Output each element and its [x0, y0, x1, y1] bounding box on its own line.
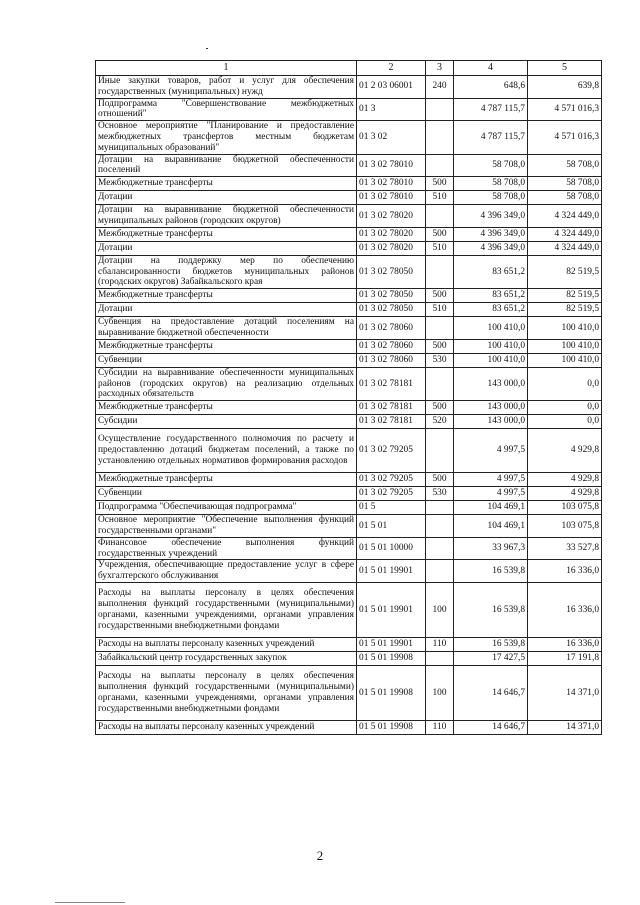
row-amount-year2: 16 336,0	[528, 582, 602, 637]
row-code: 01 3 02 78050	[357, 303, 426, 317]
footer-rule	[55, 902, 125, 903]
row-expense-type: 110	[426, 637, 454, 651]
row-code: 01 3 02 78060	[357, 339, 426, 353]
row-name: Расходы на выплаты персоналу казенных учреждений	[96, 720, 357, 734]
row-expense-type	[426, 501, 454, 515]
row-amount-year1: 58 708,0	[454, 191, 528, 205]
row-name: Основное мероприятие "Обеспечение выполнения функций государственными органами"	[96, 515, 357, 538]
row-code: 01 3 02 78060	[357, 317, 426, 340]
row-amount-year1: 143 000,0	[454, 367, 528, 400]
row-name: Иные закупки товаров, работ и услуг для обеспечения государственных (муниципальных) нужд	[96, 76, 357, 99]
table-row	[96, 515, 602, 538]
row-amount-year2: 82 519,5	[528, 289, 602, 303]
row-name: Дотации на выравнивание бюджетной обеспеченности муниципальных районов (городских округов)	[96, 205, 357, 228]
table-row	[96, 76, 602, 99]
table-row	[96, 429, 602, 473]
row-amount-year2: 16 336,0	[528, 637, 602, 651]
table-row	[96, 241, 602, 255]
table-row	[96, 582, 602, 637]
row-amount-year2: 4 929,8	[528, 473, 602, 487]
row-expense-type: 520	[426, 415, 454, 429]
row-amount-year2: 58 708,0	[528, 177, 602, 191]
row-name: Забайкальский центр государственных закупок	[96, 651, 357, 665]
row-name: Субсидии на выравнивание обеспеченности муниципальных районов (городских округов) на реализацию отдельных расходных обязательств	[96, 367, 357, 400]
row-expense-type	[426, 121, 454, 154]
header-col-year2: 5	[528, 61, 602, 76]
row-amount-year1: 143 000,0	[454, 415, 528, 429]
table-row	[96, 317, 602, 340]
row-expense-type	[426, 154, 454, 177]
row-amount-year1: 648,6	[454, 76, 528, 99]
row-amount-year2: 82 519,5	[528, 303, 602, 317]
row-expense-type: 100	[426, 665, 454, 720]
row-expense-type	[426, 429, 454, 473]
row-name: Дотации на выравнивание бюджетной обеспеченности поселений	[96, 154, 357, 177]
row-code: 01 3	[357, 98, 426, 121]
table-row	[96, 339, 602, 353]
row-name: Подпрограмма "Совершенствование межбюджетных отношений"	[96, 98, 357, 121]
row-expense-type	[426, 515, 454, 538]
row-amount-year2: 0,0	[528, 401, 602, 415]
header-col-vr: 3	[426, 61, 454, 76]
row-amount-year1: 4 997,5	[454, 487, 528, 501]
budget-table	[95, 60, 602, 735]
row-expense-type: 510	[426, 303, 454, 317]
table-row	[96, 651, 602, 665]
row-amount-year1: 143 000,0	[454, 401, 528, 415]
row-code: 01 3 02 78050	[357, 255, 426, 288]
row-name: Межбюджетные трансферты	[96, 227, 357, 241]
row-amount-year2: 4 571 016,3	[528, 98, 602, 121]
row-code: 01 2 03 06001	[357, 76, 426, 99]
row-amount-year2: 4 571 016,3	[528, 121, 602, 154]
row-amount-year1: 104 469,1	[454, 515, 528, 538]
table-row	[96, 637, 602, 651]
row-expense-type	[426, 205, 454, 228]
row-amount-year1: 16 539,8	[454, 637, 528, 651]
row-amount-year1: 100 410,0	[454, 339, 528, 353]
row-amount-year1: 14 646,7	[454, 720, 528, 734]
row-amount-year1: 4 787 115,7	[454, 121, 528, 154]
row-name: Расходы на выплаты персоналу в целях обеспечения выполнения функций государственными (муниципальными) органами, казенными учреждениями, органами управления государственными внебюджетными фондами	[96, 582, 357, 637]
row-name: Расходы на выплаты персоналу казенных учреждений	[96, 637, 357, 651]
row-expense-type	[426, 317, 454, 340]
table-row	[96, 353, 602, 367]
table-row	[96, 154, 602, 177]
table-row	[96, 367, 602, 400]
row-amount-year1: 58 708,0	[454, 177, 528, 191]
row-code: 01 5 01 19901	[357, 637, 426, 651]
row-amount-year2: 82 519,5	[528, 255, 602, 288]
row-name: Субвенция на предоставление дотаций поселениям на выравнивание бюджетной обеспеченности	[96, 317, 357, 340]
row-amount-year1: 83 651,2	[454, 255, 528, 288]
row-amount-year1: 33 967,3	[454, 537, 528, 560]
row-amount-year2: 17 191,8	[528, 651, 602, 665]
row-expense-type: 500	[426, 289, 454, 303]
row-amount-year2: 4 324 449,0	[528, 227, 602, 241]
row-expense-type	[426, 560, 454, 583]
table-row	[96, 227, 602, 241]
row-name: Финансовое обеспечение выполнения функций государственных учреждений	[96, 537, 357, 560]
row-amount-year1: 83 651,2	[454, 303, 528, 317]
row-expense-type: 510	[426, 241, 454, 255]
row-expense-type: 510	[426, 191, 454, 205]
table-row	[96, 255, 602, 288]
header-col-name: 1	[96, 61, 357, 76]
table-row	[96, 121, 602, 154]
row-amount-year2: 14 371,0	[528, 720, 602, 734]
table-row	[96, 289, 602, 303]
table-row	[96, 560, 602, 583]
table-row	[96, 720, 602, 734]
table-row	[96, 415, 602, 429]
row-code: 01 5 01	[357, 515, 426, 538]
row-name: Расходы на выплаты персоналу в целях обеспечения выполнения функций государственными (муниципальными) органами, казенными учреждениями, органами управления государственными внебюджетными фондами	[96, 665, 357, 720]
row-amount-year1: 17 427,5	[454, 651, 528, 665]
table-row	[96, 98, 602, 121]
row-amount-year2: 58 708,0	[528, 154, 602, 177]
row-amount-year1: 4 997,5	[454, 473, 528, 487]
row-amount-year2: 16 336,0	[528, 560, 602, 583]
row-expense-type: 500	[426, 339, 454, 353]
row-code: 01 3 02	[357, 121, 426, 154]
row-amount-year1: 4 997,5	[454, 429, 528, 473]
row-amount-year1: 4 396 349,0	[454, 227, 528, 241]
row-amount-year2: 4 324 449,0	[528, 205, 602, 228]
row-amount-year2: 4 929,8	[528, 429, 602, 473]
row-amount-year1: 83 651,2	[454, 289, 528, 303]
row-expense-type	[426, 255, 454, 288]
row-amount-year2: 14 371,0	[528, 665, 602, 720]
row-expense-type: 100	[426, 582, 454, 637]
row-expense-type: 500	[426, 227, 454, 241]
row-expense-type: 530	[426, 487, 454, 501]
row-expense-type	[426, 98, 454, 121]
row-amount-year1: 104 469,1	[454, 501, 528, 515]
row-amount-year2: 4 929,8	[528, 487, 602, 501]
scan-speck	[206, 48, 208, 49]
row-amount-year1: 100 410,0	[454, 317, 528, 340]
row-expense-type: 530	[426, 353, 454, 367]
row-expense-type: 500	[426, 401, 454, 415]
row-amount-year1: 4 787 115,7	[454, 98, 528, 121]
row-expense-type: 110	[426, 720, 454, 734]
row-expense-type: 500	[426, 177, 454, 191]
table-row	[96, 501, 602, 515]
row-amount-year2: 639,8	[528, 76, 602, 99]
row-code: 01 5 01 19908	[357, 651, 426, 665]
row-name: Подпрограмма "Обеспечивающая подпрограмма"	[96, 501, 357, 515]
row-name: Межбюджетные трансферты	[96, 473, 357, 487]
row-amount-year1: 14 646,7	[454, 665, 528, 720]
row-name: Межбюджетные трансферты	[96, 289, 357, 303]
row-code: 01 3 02 78020	[357, 205, 426, 228]
table-row	[96, 205, 602, 228]
row-amount-year1: 16 539,8	[454, 582, 528, 637]
row-code: 01 5 01 19901	[357, 582, 426, 637]
row-amount-year2: 0,0	[528, 415, 602, 429]
row-name: Осуществление государственного полномочия по расчету и предоставлению дотаций бюджетам поселений, а также по установлению отдельных нормативов формирования расходов	[96, 429, 357, 473]
row-amount-year2: 4 324 449,0	[528, 241, 602, 255]
table-row	[96, 665, 602, 720]
row-name: Дотации	[96, 241, 357, 255]
row-name: Дотации	[96, 191, 357, 205]
row-code: 01 3 02 78060	[357, 353, 426, 367]
row-amount-year2: 103 075,8	[528, 515, 602, 538]
row-code: 01 3 02 78010	[357, 154, 426, 177]
table-row	[96, 303, 602, 317]
table-row	[96, 401, 602, 415]
row-code: 01 5 01 10000	[357, 537, 426, 560]
row-code: 01 5 01 19908	[357, 720, 426, 734]
row-code: 01 3 02 78050	[357, 289, 426, 303]
row-name: Межбюджетные трансферты	[96, 177, 357, 191]
row-expense-type	[426, 537, 454, 560]
row-amount-year1: 4 396 349,0	[454, 241, 528, 255]
header-row	[96, 61, 602, 76]
row-amount-year1: 100 410,0	[454, 353, 528, 367]
budget-table-body	[96, 76, 602, 735]
row-name: Дотации на поддержку мер по обеспечению сбалансированности бюджетов муниципальных районов (городских округов) Забайкальского края	[96, 255, 357, 288]
header-col-year1: 4	[454, 61, 528, 76]
table-row	[96, 191, 602, 205]
row-code: 01 3 02 79205	[357, 429, 426, 473]
row-name: Дотации	[96, 303, 357, 317]
row-expense-type	[426, 651, 454, 665]
row-name: Основное мероприятие "Планирование и предоставление межбюджетных трансфертов местным бюджетам муниципальных образований"	[96, 121, 357, 154]
row-expense-type: 500	[426, 473, 454, 487]
row-code: 01 3 02 78181	[357, 367, 426, 400]
row-amount-year2: 100 410,0	[528, 317, 602, 340]
row-code: 01 3 02 78181	[357, 401, 426, 415]
row-code: 01 3 02 78020	[357, 227, 426, 241]
row-amount-year1: 58 708,0	[454, 154, 528, 177]
table-row	[96, 177, 602, 191]
row-name: Субвенции	[96, 487, 357, 501]
row-name: Субсидии	[96, 415, 357, 429]
row-amount-year1: 16 539,8	[454, 560, 528, 583]
row-code: 01 3 02 78181	[357, 415, 426, 429]
header-col-code: 2	[357, 61, 426, 76]
table-row	[96, 473, 602, 487]
row-amount-year2: 103 075,8	[528, 501, 602, 515]
row-amount-year2: 33 527,8	[528, 537, 602, 560]
row-amount-year2: 100 410,0	[528, 353, 602, 367]
page-number: 2	[316, 848, 324, 863]
row-code: 01 5 01 19901	[357, 560, 426, 583]
row-name: Межбюджетные трансферты	[96, 339, 357, 353]
table-row	[96, 487, 602, 501]
row-code: 01 3 02 78020	[357, 241, 426, 255]
row-name: Межбюджетные трансферты	[96, 401, 357, 415]
row-amount-year2: 0,0	[528, 367, 602, 400]
row-code: 01 5 01 19908	[357, 665, 426, 720]
row-name: Учреждения, обеспечивающие предоставление услуг в сфере бухгалтерского обслуживания	[96, 560, 357, 583]
row-code: 01 3 02 79205	[357, 473, 426, 487]
row-code: 01 5	[357, 501, 426, 515]
table-row	[96, 537, 602, 560]
row-amount-year2: 58 708,0	[528, 191, 602, 205]
row-expense-type: 240	[426, 76, 454, 99]
row-code: 01 3 02 79205	[357, 487, 426, 501]
row-name: Субвенции	[96, 353, 357, 367]
row-amount-year2: 100 410,0	[528, 339, 602, 353]
row-code: 01 3 02 78010	[357, 177, 426, 191]
row-amount-year1: 4 396 349,0	[454, 205, 528, 228]
row-code: 01 3 02 78010	[357, 191, 426, 205]
row-expense-type	[426, 367, 454, 400]
